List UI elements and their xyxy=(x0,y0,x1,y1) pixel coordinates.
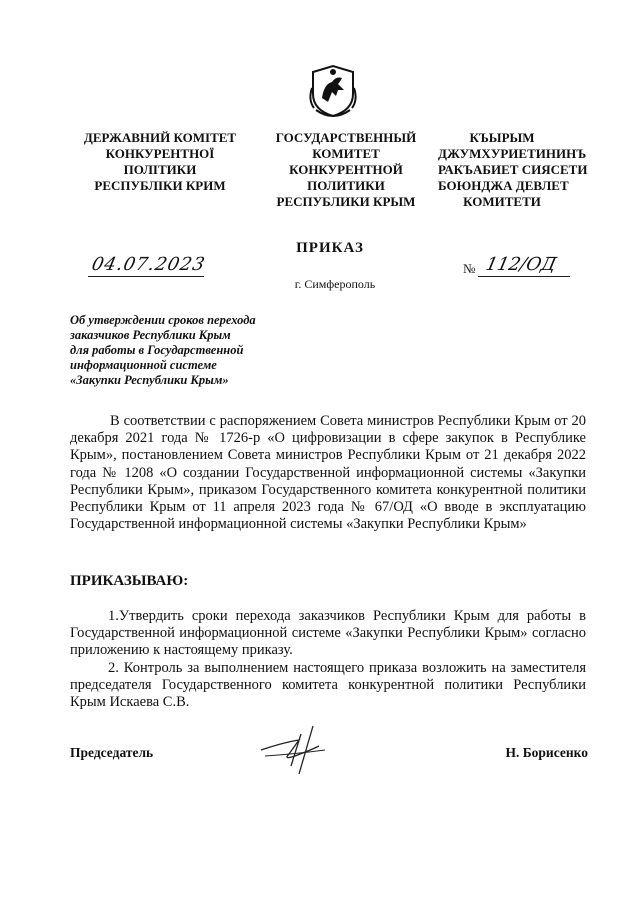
header-line: ГОСУДАРСТВЕННЫЙ xyxy=(275,130,417,145)
number-label: № xyxy=(463,261,476,276)
header-line: КЪЫРЫМ xyxy=(469,130,535,145)
header-line: ПОЛІТИКИ xyxy=(123,162,197,177)
header-line: ПОЛИТИКИ xyxy=(307,178,385,193)
order-heading: ПРИКАЗЫВАЮ: xyxy=(70,573,189,589)
signatory-name: Н. Борисенко xyxy=(505,745,588,760)
subject-line: для работы в Государственной xyxy=(70,343,244,357)
header-line: РЕСПУБЛІКИ КРИМ xyxy=(94,178,226,193)
signatory-title: Председатель xyxy=(70,745,154,760)
header-line: БОЮНДЖА ДЕВЛЕТ xyxy=(438,178,569,193)
order-item-1: 1.Утвердить сроки перехода заказчиков Республики Крым для работы в Государственной информационной системе «Закупки Республики Крым» согласно приложению к настоящему приказу. xyxy=(70,608,586,659)
subject-line: «Закупки Республики Крым» xyxy=(70,373,229,387)
header-crimean-tatar xyxy=(438,130,588,210)
order-subject xyxy=(70,313,280,388)
number-underline xyxy=(478,276,570,277)
crimea-coat-of-arms-icon xyxy=(308,60,358,120)
header-line: РЕСПУБЛИКИ КРЫМ xyxy=(276,194,416,209)
handwritten-signature xyxy=(255,720,345,780)
header-line: КОНКУРЕНТНОЇ xyxy=(105,146,215,161)
header-line: ДЕРЖАВНИЙ КОМІТЕТ xyxy=(83,130,237,145)
header-line: КОМИТЕТИ xyxy=(463,194,541,209)
header-line: КОНКУРЕНТНОЙ xyxy=(289,162,403,177)
order-date: 04.07.2023 xyxy=(89,254,208,275)
subject-line: информационной системе xyxy=(70,358,217,372)
subject-line: заказчиков Республики Крым xyxy=(70,328,231,342)
header-russian xyxy=(268,130,424,210)
header-ukrainian xyxy=(80,130,240,194)
order-number: 112/ОД xyxy=(483,254,559,275)
header-line: ДЖУМХУРИЕТИНИНЪ xyxy=(438,146,587,161)
header-line: КОМИТЕТ xyxy=(312,146,380,161)
header-line: РАКЪАБИЕТ СИЯСЕТИ xyxy=(438,162,588,177)
order-item-2: 2. Контроль за выполнением настоящего приказа возложить на заместителя председателя Государственного комитета конкурентной политики Республики Крым Искаева С.В. xyxy=(70,660,586,711)
city: г. Симферополь xyxy=(294,277,376,291)
preamble-paragraph: В соответствии с распоряжением Совета министров Республики Крым от 20 декабря 2021 года № 1726-р «О цифровизации в сфере закупок в Республике Крым», постановлением Совета министров Республики Крым от 21 декабря 2022 года № 1208 «О создании Государственной информационной системы «Закупки Республики Крым», приказом Государственного комитета конкурентной политики Республики Крым от 11 апреля 2023 года № 67/ОД «О вводе в эксплуатацию Государственной информационной системы «Закупки Республики Крым» xyxy=(70,413,586,533)
date-underline xyxy=(88,276,204,277)
subject-line: Об утверждении сроков перехода xyxy=(70,313,256,327)
document-title: ПРИКАЗ xyxy=(296,240,364,256)
